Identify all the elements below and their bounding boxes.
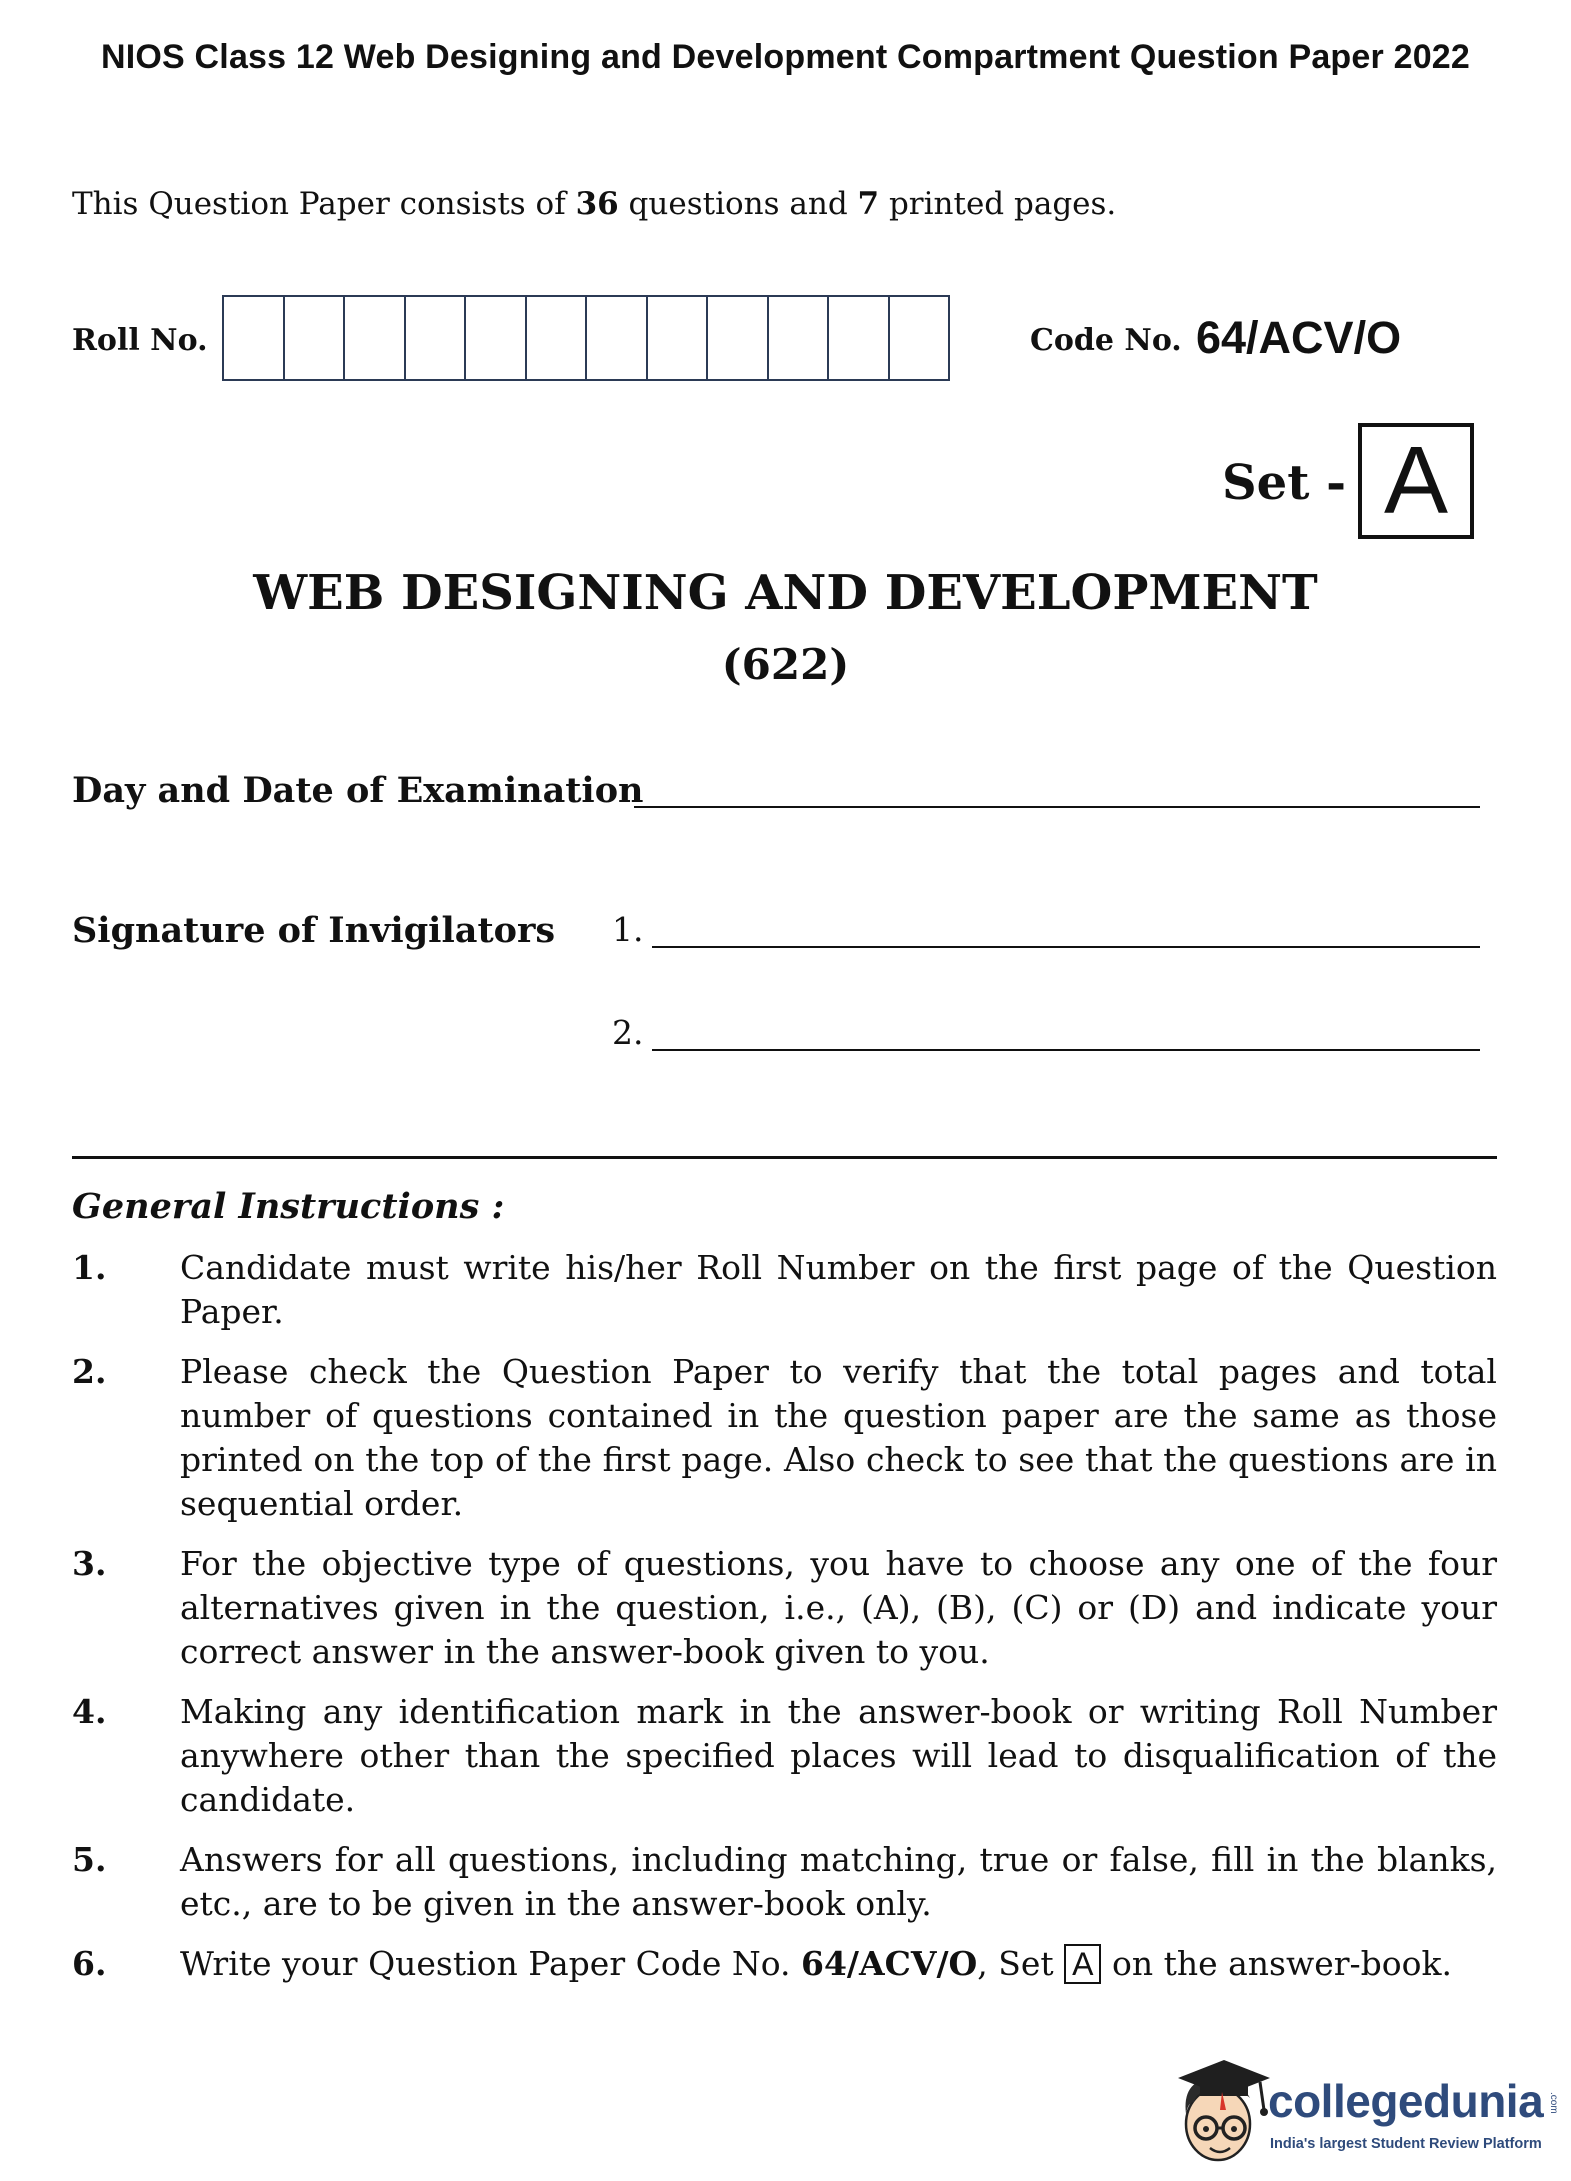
instruction-text: For the objective type of questions, you have to choose any one of the four alternatives given in the question, i.e., (A), (B), (C) or (D) and indicate your correct answer in the answer-book given to you. bbox=[180, 1544, 1497, 1671]
instruction-text: Answers for all questions, including matching, true or false, fill in the blanks, etc., are to be given in the answer-book only. bbox=[180, 1840, 1497, 1923]
instruction-text: Making any identification mark in the answer-book or writing Roll Number anywhere other than the specified places will lead to disqualification of the candidate. bbox=[180, 1692, 1497, 1819]
paper-info-prefix: This Question Paper consists of bbox=[72, 186, 576, 222]
set-value-box: A bbox=[1358, 423, 1474, 539]
roll-number-digit-box[interactable] bbox=[345, 297, 406, 379]
paper-info-suffix: printed pages. bbox=[879, 186, 1117, 222]
roll-number-digit-box[interactable] bbox=[648, 297, 709, 379]
roll-number-digit-box[interactable] bbox=[466, 297, 527, 379]
instruction-text: Please check the Question Paper to verify that the total pages and total number of questions contained in the question paper are the same as those printed on the top of the first page. Also check to see that the questions are in sequential order. bbox=[180, 1352, 1497, 1523]
logo-dotcom: .com bbox=[1548, 2092, 1559, 2114]
invigilator-2-number: 2. bbox=[612, 1013, 644, 1052]
logo-wordmark: collegedunia bbox=[1268, 2075, 1544, 2127]
roll-number-digit-box[interactable] bbox=[769, 297, 830, 379]
list-item bbox=[72, 1942, 1497, 1986]
instruction-6-code: 64/ACV/O bbox=[801, 1944, 978, 1983]
banner-title: NIOS Class 12 Web Designing and Development Compartment Question Paper 2022 bbox=[100, 38, 1471, 76]
roll-number-digit-box[interactable] bbox=[829, 297, 890, 379]
instruction-6-prefix: Write your Question Paper Code No. bbox=[180, 1944, 801, 1983]
student-mascot-icon bbox=[1160, 2052, 1280, 2172]
roll-number-label: Roll No. bbox=[72, 323, 208, 358]
list-item bbox=[72, 1542, 1497, 1674]
instruction-6-set-box: A bbox=[1064, 1944, 1101, 1984]
list-item bbox=[72, 1246, 1497, 1334]
invigilators-label: Signature of Invigilators bbox=[72, 910, 556, 951]
instruction-number: 1. bbox=[72, 1248, 107, 1287]
paper-info-middle: questions and bbox=[618, 186, 858, 222]
instruction-text: Candidate must write his/her Roll Number on the first page of the Question Paper. bbox=[180, 1248, 1497, 1331]
section-divider bbox=[72, 1156, 1497, 1159]
invigilator-1-number: 1. bbox=[612, 910, 644, 949]
instruction-number: 5. bbox=[72, 1840, 107, 1879]
invigilator-2-signature-field[interactable] bbox=[652, 1049, 1480, 1051]
roll-number-digit-box[interactable] bbox=[587, 297, 648, 379]
roll-number-digit-box[interactable] bbox=[406, 297, 467, 379]
exam-date-field[interactable] bbox=[634, 806, 1480, 808]
logo-tagline: India's largest Student Review Platform bbox=[1270, 2136, 1542, 2152]
subject-code: (622) bbox=[721, 640, 850, 689]
invigilator-1-signature-field[interactable] bbox=[652, 946, 1480, 948]
instruction-6-middle: , Set bbox=[977, 1944, 1065, 1983]
code-number-label: Code No. bbox=[1030, 323, 1182, 358]
instructions-list bbox=[72, 1246, 1497, 2002]
instruction-text bbox=[180, 1942, 1497, 1986]
list-item bbox=[72, 1838, 1497, 1926]
instruction-number: 6. bbox=[72, 1944, 107, 1983]
instruction-number: 3. bbox=[72, 1544, 107, 1583]
roll-number-digit-box[interactable] bbox=[527, 297, 588, 379]
instruction-6-suffix: on the answer-book. bbox=[1101, 1944, 1453, 1983]
subject-title: WEB DESIGNING AND DEVELOPMENT bbox=[253, 565, 1318, 621]
paper-info bbox=[72, 186, 1116, 222]
page-count: 7 bbox=[857, 186, 880, 222]
question-count: 36 bbox=[575, 186, 619, 222]
exam-date-label: Day and Date of Examination bbox=[72, 770, 644, 811]
list-item bbox=[72, 1350, 1497, 1526]
roll-number-digit-box[interactable] bbox=[224, 297, 285, 379]
roll-number-digit-box[interactable] bbox=[285, 297, 346, 379]
set-label: Set - bbox=[1222, 455, 1347, 511]
list-item bbox=[72, 1690, 1497, 1822]
roll-number-digit-box[interactable] bbox=[890, 297, 949, 379]
code-number-value: 64/ACV/O bbox=[1196, 312, 1402, 363]
general-instructions-heading: General Instructions : bbox=[72, 1186, 505, 1227]
roll-number-digit-box[interactable] bbox=[708, 297, 769, 379]
instruction-number: 4. bbox=[72, 1692, 107, 1731]
roll-number-boxes[interactable] bbox=[222, 295, 950, 381]
instruction-number: 2. bbox=[72, 1352, 107, 1391]
collegedunia-logo bbox=[1160, 2052, 1560, 2172]
